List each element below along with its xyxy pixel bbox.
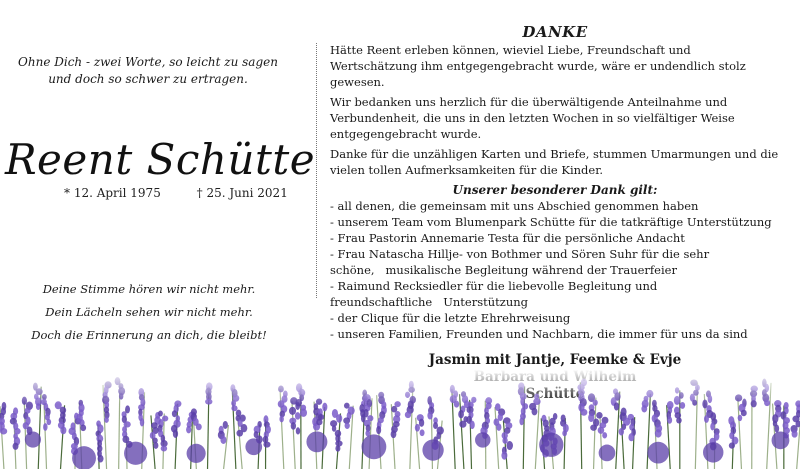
opening-quote-line: Ohne Dich - zwei Worte, so leicht zu sagen [18, 55, 278, 69]
closing-quote [18, 278, 280, 347]
birth-date: * 12. April 1975 [64, 186, 161, 200]
opening-quote-line: und doch so schwer zu ertragen. [48, 72, 248, 86]
thanks-title: DANKE [522, 23, 588, 41]
list-item: - Frau Natascha Hillje- von Bothmer und Sören Suhr für die sehr schöne, musikalische Begleitung während der Trauerfeier [330, 247, 710, 277]
lavender-flower-border [0, 369, 800, 469]
closing-quote-line: Dein Lächeln sehen wir nicht mehr. [45, 305, 253, 319]
thanks-paragraph: Danke für die unzähligen Karten und Briefe, stummen Umarmungen und die vielen tollen Aufmerksamkeiten für die Kinder. [330, 147, 779, 177]
thanks-paragraph: Wir bedanken uns herzlich für die überwältigende Anteilnahme und Verbundenheit, die uns in den letzten Wochen in so vielfältiger Weise entgegengebracht wurde. [330, 95, 735, 141]
life-dates [64, 186, 288, 200]
special-thanks-heading: Unserer besonderer Dank gilt: [452, 183, 658, 197]
signature-line: Jasmin mit Jantje, Feemke & Evje [428, 352, 682, 368]
left-column [0, 0, 316, 380]
list-item: - Frau Pastorin Annemarie Testa für die persönliche Andacht [330, 231, 685, 245]
list-item: - der Clique für die letzte Ehrehrweisung [330, 311, 571, 325]
thanks-column [330, 24, 780, 403]
thanks-paragraph: Hätte Reent erleben können, wieviel Liebe, Freundschaft und Wertschätzung ihm entgegengebracht wurde, wäre er undendlich stolz gewesen. [330, 43, 746, 89]
opening-quote [18, 54, 278, 88]
list-item: - unserem Team vom Blumenpark Schütte für die tatkräftige Unterstützung [330, 215, 772, 229]
closing-quote-line: Deine Stimme hören wir nicht mehr. [42, 282, 256, 296]
death-date: † 25. Juni 2021 [196, 186, 288, 200]
list-item: - Raimund Recksiedler für die liebevolle Begleitung und freundschaftliche Unterstützung [330, 279, 658, 309]
column-divider [316, 43, 318, 298]
closing-quote-line: Doch die Erinnerung an dich, die bleibt! [31, 328, 267, 342]
list-item: - unseren Familien, Freunden und Nachbarn, die immer für uns da sind [330, 327, 748, 341]
list-item: - all denen, die gemeinsam mit uns Abschied genommen haben [330, 199, 699, 213]
special-thanks-list [330, 198, 780, 342]
deceased-name: Reent Schütte [4, 135, 316, 184]
